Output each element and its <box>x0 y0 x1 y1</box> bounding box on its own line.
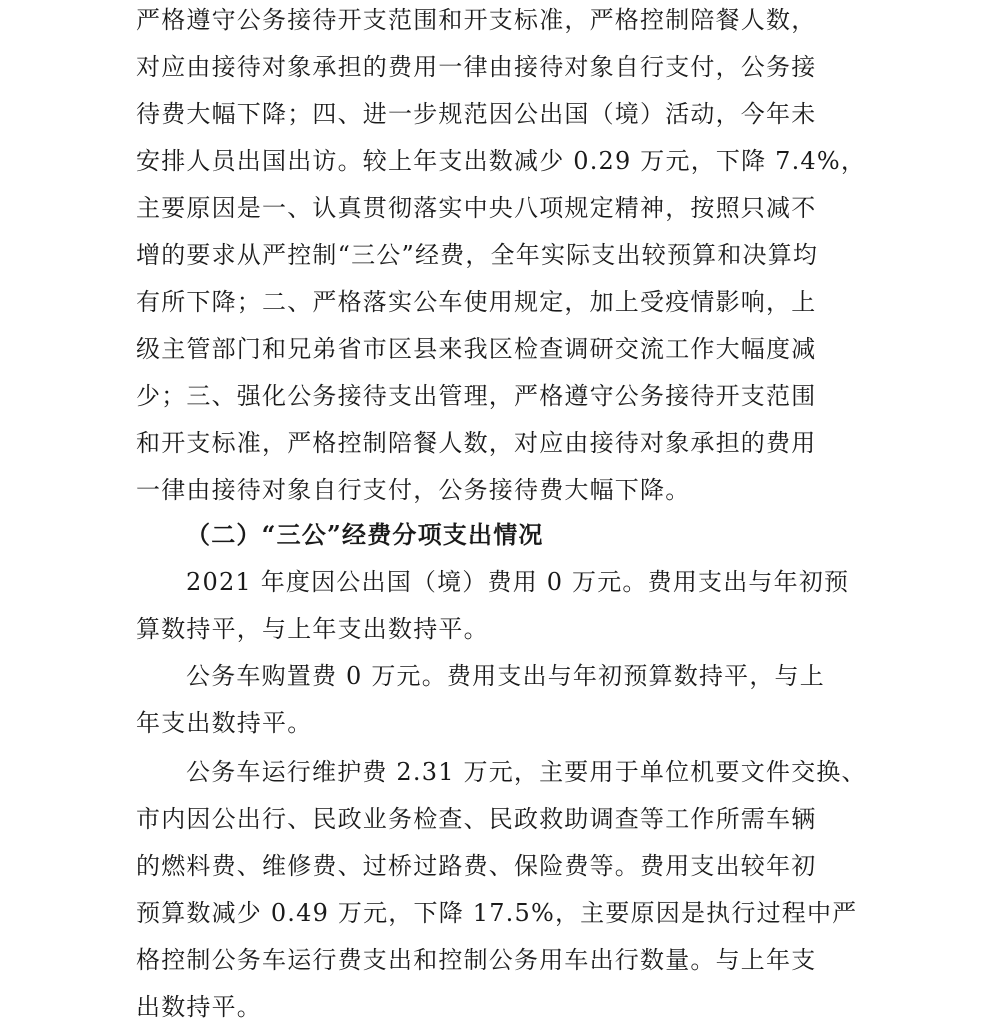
paragraph-line: 主要原因是一、认真贯彻落实中央八项规定精神，按照只减不 <box>136 194 817 222</box>
paragraph-line: 对应由接待对象承担的费用一律由接待对象自行支付，公务接 <box>136 53 817 81</box>
paragraph-line: 一律由接待对象自行支付，公务接待费大幅下降。 <box>136 476 691 504</box>
paragraph-line: 安排人员出国出访。较上年支出数减少 0.29 万元，下降 7.4%， <box>136 147 867 175</box>
paragraph-line: 格控制公务车运行费支出和控制公务用车出行数量。与上年支 <box>136 946 817 974</box>
paragraph-line: 公务车购置费 0 万元。费用支出与年初预算数持平，与上 <box>186 662 825 690</box>
paragraph-line: 出数持平。 <box>136 993 262 1021</box>
paragraph-line: 增的要求从严控制“三公”经费，全年实际支出较预算和决算均 <box>136 241 819 269</box>
paragraph-line: 2021 年度因公出国（境）费用 0 万元。费用支出与年初预 <box>186 568 850 596</box>
paragraph-line: 少；三、强化公务接待支出管理，严格遵守公务接待开支范围 <box>136 382 817 410</box>
paragraph-line: 算数持平，与上年支出数持平。 <box>136 615 489 643</box>
paragraph-line: 有所下降；二、严格落实公车使用规定，加上受疫情影响，上 <box>136 288 817 316</box>
paragraph-line: 公务车运行维护费 2.31 万元，主要用于单位机要文件交换、 <box>186 758 867 786</box>
paragraph-line: 级主管部门和兄弟省市区县来我区检查调研交流工作大幅度减 <box>136 335 817 363</box>
paragraph-line: 待费大幅下降；四、进一步规范因公出国（境）活动，今年未 <box>136 100 817 128</box>
paragraph-line: 严格遵守公务接待开支范围和开支标准，严格控制陪餐人数， <box>136 6 817 34</box>
paragraph-line: 市内因公出行、民政业务检查、民政救助调查等工作所需车辆 <box>136 805 817 833</box>
paragraph-line: 和开支标准，严格控制陪餐人数，对应由接待对象承担的费用 <box>136 429 817 457</box>
section-heading: （二）“三公”经费分项支出情况 <box>186 520 544 549</box>
paragraph-line: 年支出数持平。 <box>136 709 313 737</box>
paragraph-line: 的燃料费、维修费、过桥过路费、保险费等。费用支出较年初 <box>136 852 817 880</box>
paragraph-line: 预算数减少 0.49 万元，下降 17.5%，主要原因是执行过程中严 <box>136 899 858 927</box>
